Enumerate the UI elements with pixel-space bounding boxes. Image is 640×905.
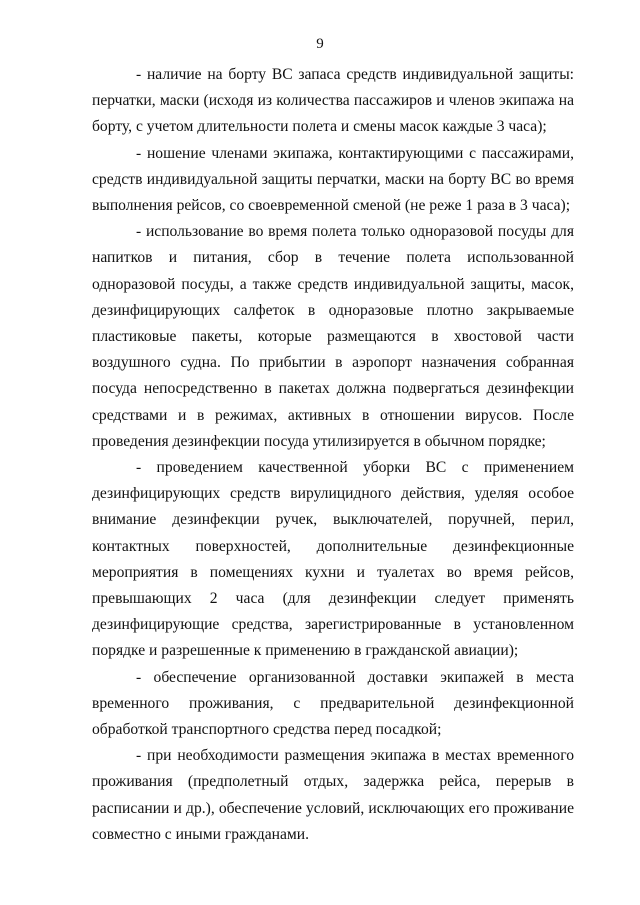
paragraph-crew-transport: - обеспечение организованной доставки экипажей в места временного проживания, с предварительной дезинфекционной обработкой транспортного средства перед посадкой; — [92, 668, 574, 739]
document-body — [92, 62, 574, 848]
paragraph-crew-ppe: - ношение членами экипажа, контактирующими с пассажирами, средств индивидуальной защиты перчатки, маски на борту ВС во время выполнения рейсов, со своевременной сменой (не реже 1 раза в 3 часа); — [92, 144, 574, 215]
paragraph-crew-accommodation: - при необходимости размещения экипажа в местах временного проживания (предполетный отдых, задержка рейса, перерыв в расписании и др.), обеспечение условий, исключающих его проживание совместно с иными гражданами. — [92, 747, 574, 843]
page-number: 9 — [316, 36, 324, 52]
paragraph-disposable-dishes: - использование во время полета только одноразовой посуды для напитков и питания, сбор в течение полета использованной одноразовой посуды, а также средств индивидуальной защиты, масок, дезинфицирующих салфеток в одноразовые плотно закрываемые пластиковые пакеты, которые размещаются в хвостовой части воздушного судна. По прибытии в аэропорт назначения собранная посуда непосредственно в пакетах должна подвергаться дезинфекции средствами и в режимах, активных в отношении вирусов. После проведения дезинфекции посуда утилизируется в обычном порядке; — [92, 223, 574, 450]
paragraph-ppe-supply: - наличие на борту ВС запаса средств индивидуальной защиты: перчатки, маски (исходя из количества пассажиров и членов экипажа на борту, с учетом длительности полета и смены масок каждые 3 часа); — [92, 66, 574, 136]
paragraph-cleaning: - проведением качественной уборки ВС с применением дезинфицирующих средств вирулицидного действия, уделяя особое внимание дезинфекции ручек, выключателей, поручней, перил, контактных поверхностей, дополнительные дезинфекционные мероприятия в помещениях кухни и туалетах во время рейсов, превышающих 2 часа (для дезинфекции следует применять дезинфицирующие средства, зарегистрированные в установленном порядке и разрешенные к применению в гражданской авиации); — [92, 459, 574, 660]
